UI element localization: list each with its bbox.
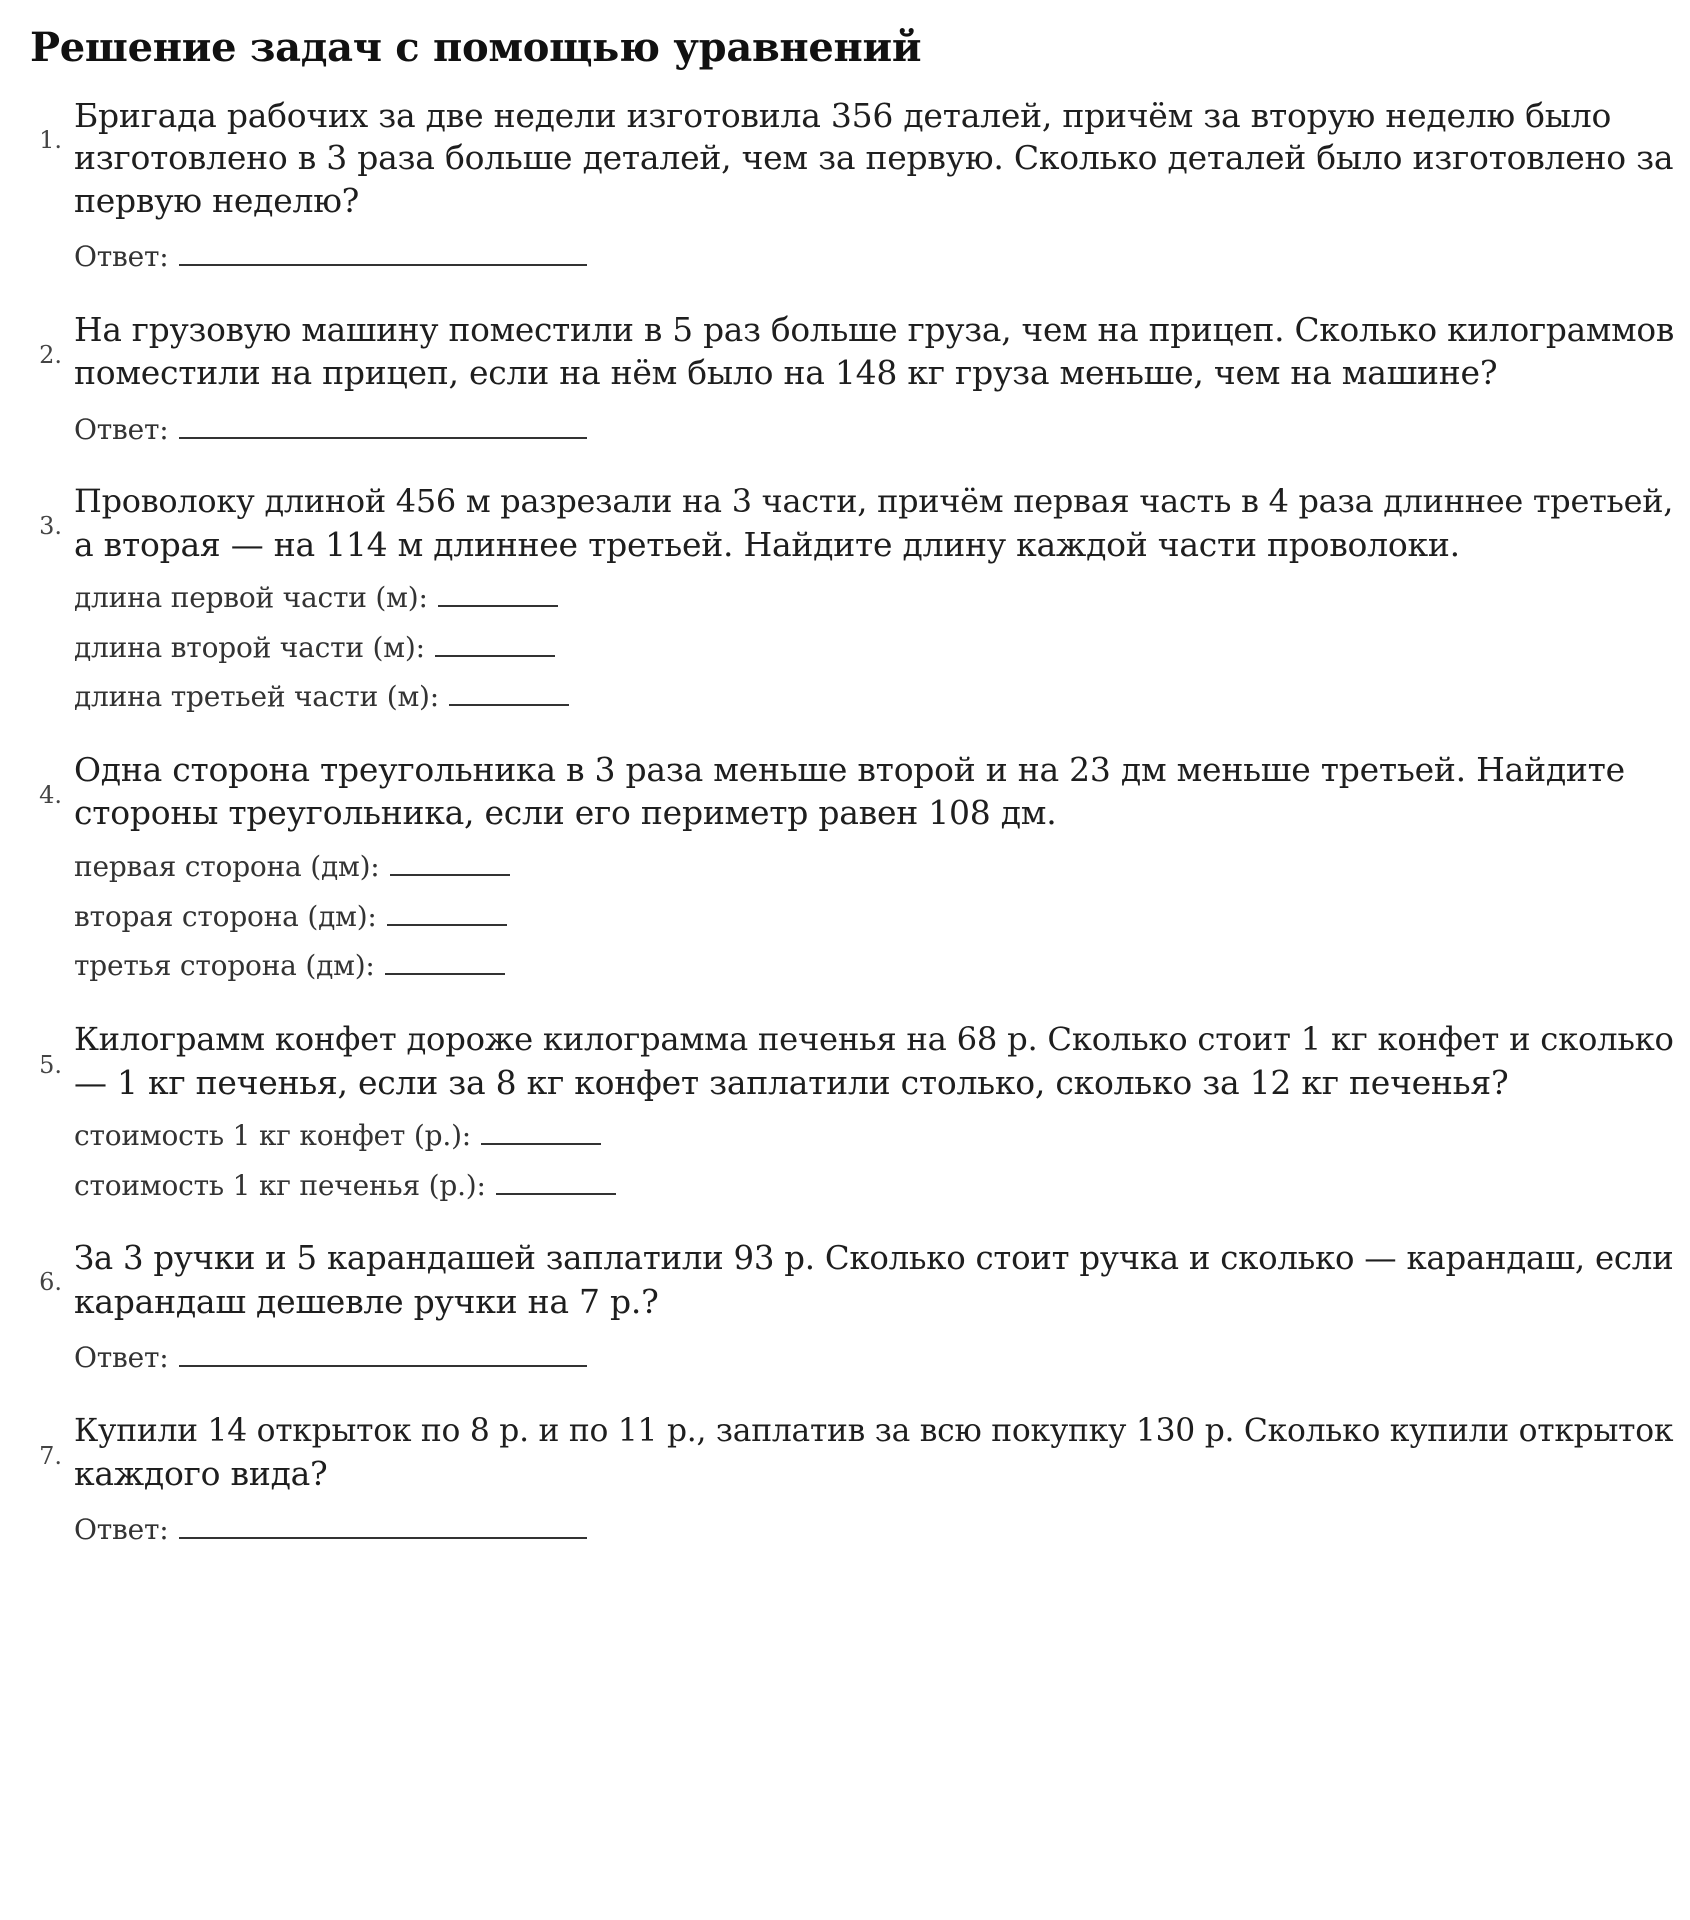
- answer-blank[interactable]: [179, 238, 587, 266]
- page-title: Решение задач с помощью уравнений: [30, 24, 922, 71]
- problem-number: 3.: [39, 512, 62, 540]
- answer-blank[interactable]: [481, 1117, 601, 1145]
- answer-blank[interactable]: [387, 898, 507, 926]
- answer-blank[interactable]: [179, 411, 587, 439]
- problem-text-line: первую неделю?: [74, 181, 360, 220]
- answer-row: [74, 1166, 616, 1206]
- problem-text-line: а вторая — на 114 м длиннее третьей. Найдите длину каждой части проволоки.: [74, 525, 1460, 564]
- answer-label: длина первой части (м):: [74, 581, 428, 614]
- answer-blank[interactable]: [435, 629, 555, 657]
- problem-text-line: каждого вида?: [74, 1454, 328, 1493]
- answer-row: [74, 1116, 601, 1156]
- answer-row: [74, 897, 507, 937]
- answer-label: вторая сторона (дм):: [74, 900, 377, 933]
- answer-row: [74, 237, 587, 277]
- problem-number: 7.: [39, 1442, 62, 1470]
- answer-label: стоимость 1 кг конфет (р.):: [74, 1119, 472, 1152]
- problem-number: 5.: [39, 1051, 62, 1079]
- answer-row: [74, 628, 555, 668]
- problem-text-line: поместили на прицеп, если на нём было на 148 кг груза меньше, чем на машине?: [74, 353, 1498, 392]
- problem-text-line: — 1 кг печенья, если за 8 кг конфет заплатили столько, сколько за 12 кг печенья?: [74, 1063, 1509, 1102]
- problem-text-line: На грузовую машину поместили в 5 раз больше груза, чем на прицеп. Сколько килограммов: [74, 311, 1675, 349]
- answer-blank[interactable]: [438, 579, 558, 607]
- problem-text-line: Килограмм конфет дороже килограмма печенья на 68 р. Сколько стоит 1 кг конфет и сколько: [74, 1020, 1674, 1058]
- problem-number: 6.: [39, 1268, 62, 1296]
- answer-blank[interactable]: [179, 1511, 587, 1539]
- answer-row: [74, 410, 587, 450]
- answer-blank[interactable]: [390, 848, 510, 876]
- problem-text-line: За 3 ручки и 5 карандашей заплатили 93 р. Сколько стоит ручка и сколько — карандаш, если: [74, 1239, 1674, 1277]
- answer-label: длина второй части (м):: [74, 631, 425, 664]
- answer-label: третья сторона (дм):: [74, 949, 375, 982]
- answer-label: Ответ:: [74, 1513, 169, 1546]
- answer-blank[interactable]: [496, 1167, 616, 1195]
- problem-text-line: карандаш дешевле ручки на 7 р.?: [74, 1282, 659, 1321]
- answer-row: [74, 677, 569, 717]
- answer-label: стоимость 1 кг печенья (р.):: [74, 1169, 486, 1202]
- problem-number: 1.: [39, 126, 62, 154]
- problem-number: 4.: [39, 781, 62, 809]
- problem-text-line: стороны треугольника, если его периметр равен 108 дм.: [74, 793, 1057, 832]
- problem-text-line: изготовлено в 3 раза больше деталей, чем за первую. Сколько деталей было изготовлено за: [74, 138, 1674, 177]
- answer-label: Ответ:: [74, 1341, 169, 1374]
- problem-text-line: Купили 14 открыток по 8 р. и по 11 р., заплатив за всю покупку 130 р. Сколько купили открыток: [74, 1413, 1674, 1449]
- problem-text-line: Одна сторона треугольника в 3 раза меньше второй и на 23 дм меньше третьей. Найдите: [74, 750, 1625, 789]
- answer-blank[interactable]: [179, 1339, 587, 1367]
- answer-row: [74, 946, 505, 986]
- answer-label: длина третьей части (м):: [74, 680, 439, 713]
- problem-text-line: Бригада рабочих за две недели изготовила 356 деталей, причём за вторую неделю было: [74, 96, 1612, 135]
- answer-blank[interactable]: [385, 947, 505, 975]
- problem-text-line: Проволоку длиной 456 м разрезали на 3 части, причём первая часть в 4 раза длиннее третьей,: [74, 482, 1674, 520]
- problem-number: 2.: [39, 341, 62, 369]
- answer-blank[interactable]: [449, 678, 569, 706]
- answer-row: [74, 578, 558, 618]
- answer-row: [74, 1338, 587, 1378]
- answer-row: [74, 1510, 587, 1550]
- answer-label: Ответ:: [74, 240, 169, 273]
- answer-label: Ответ:: [74, 413, 169, 446]
- answer-row: [74, 847, 510, 887]
- answer-label: первая сторона (дм):: [74, 850, 380, 883]
